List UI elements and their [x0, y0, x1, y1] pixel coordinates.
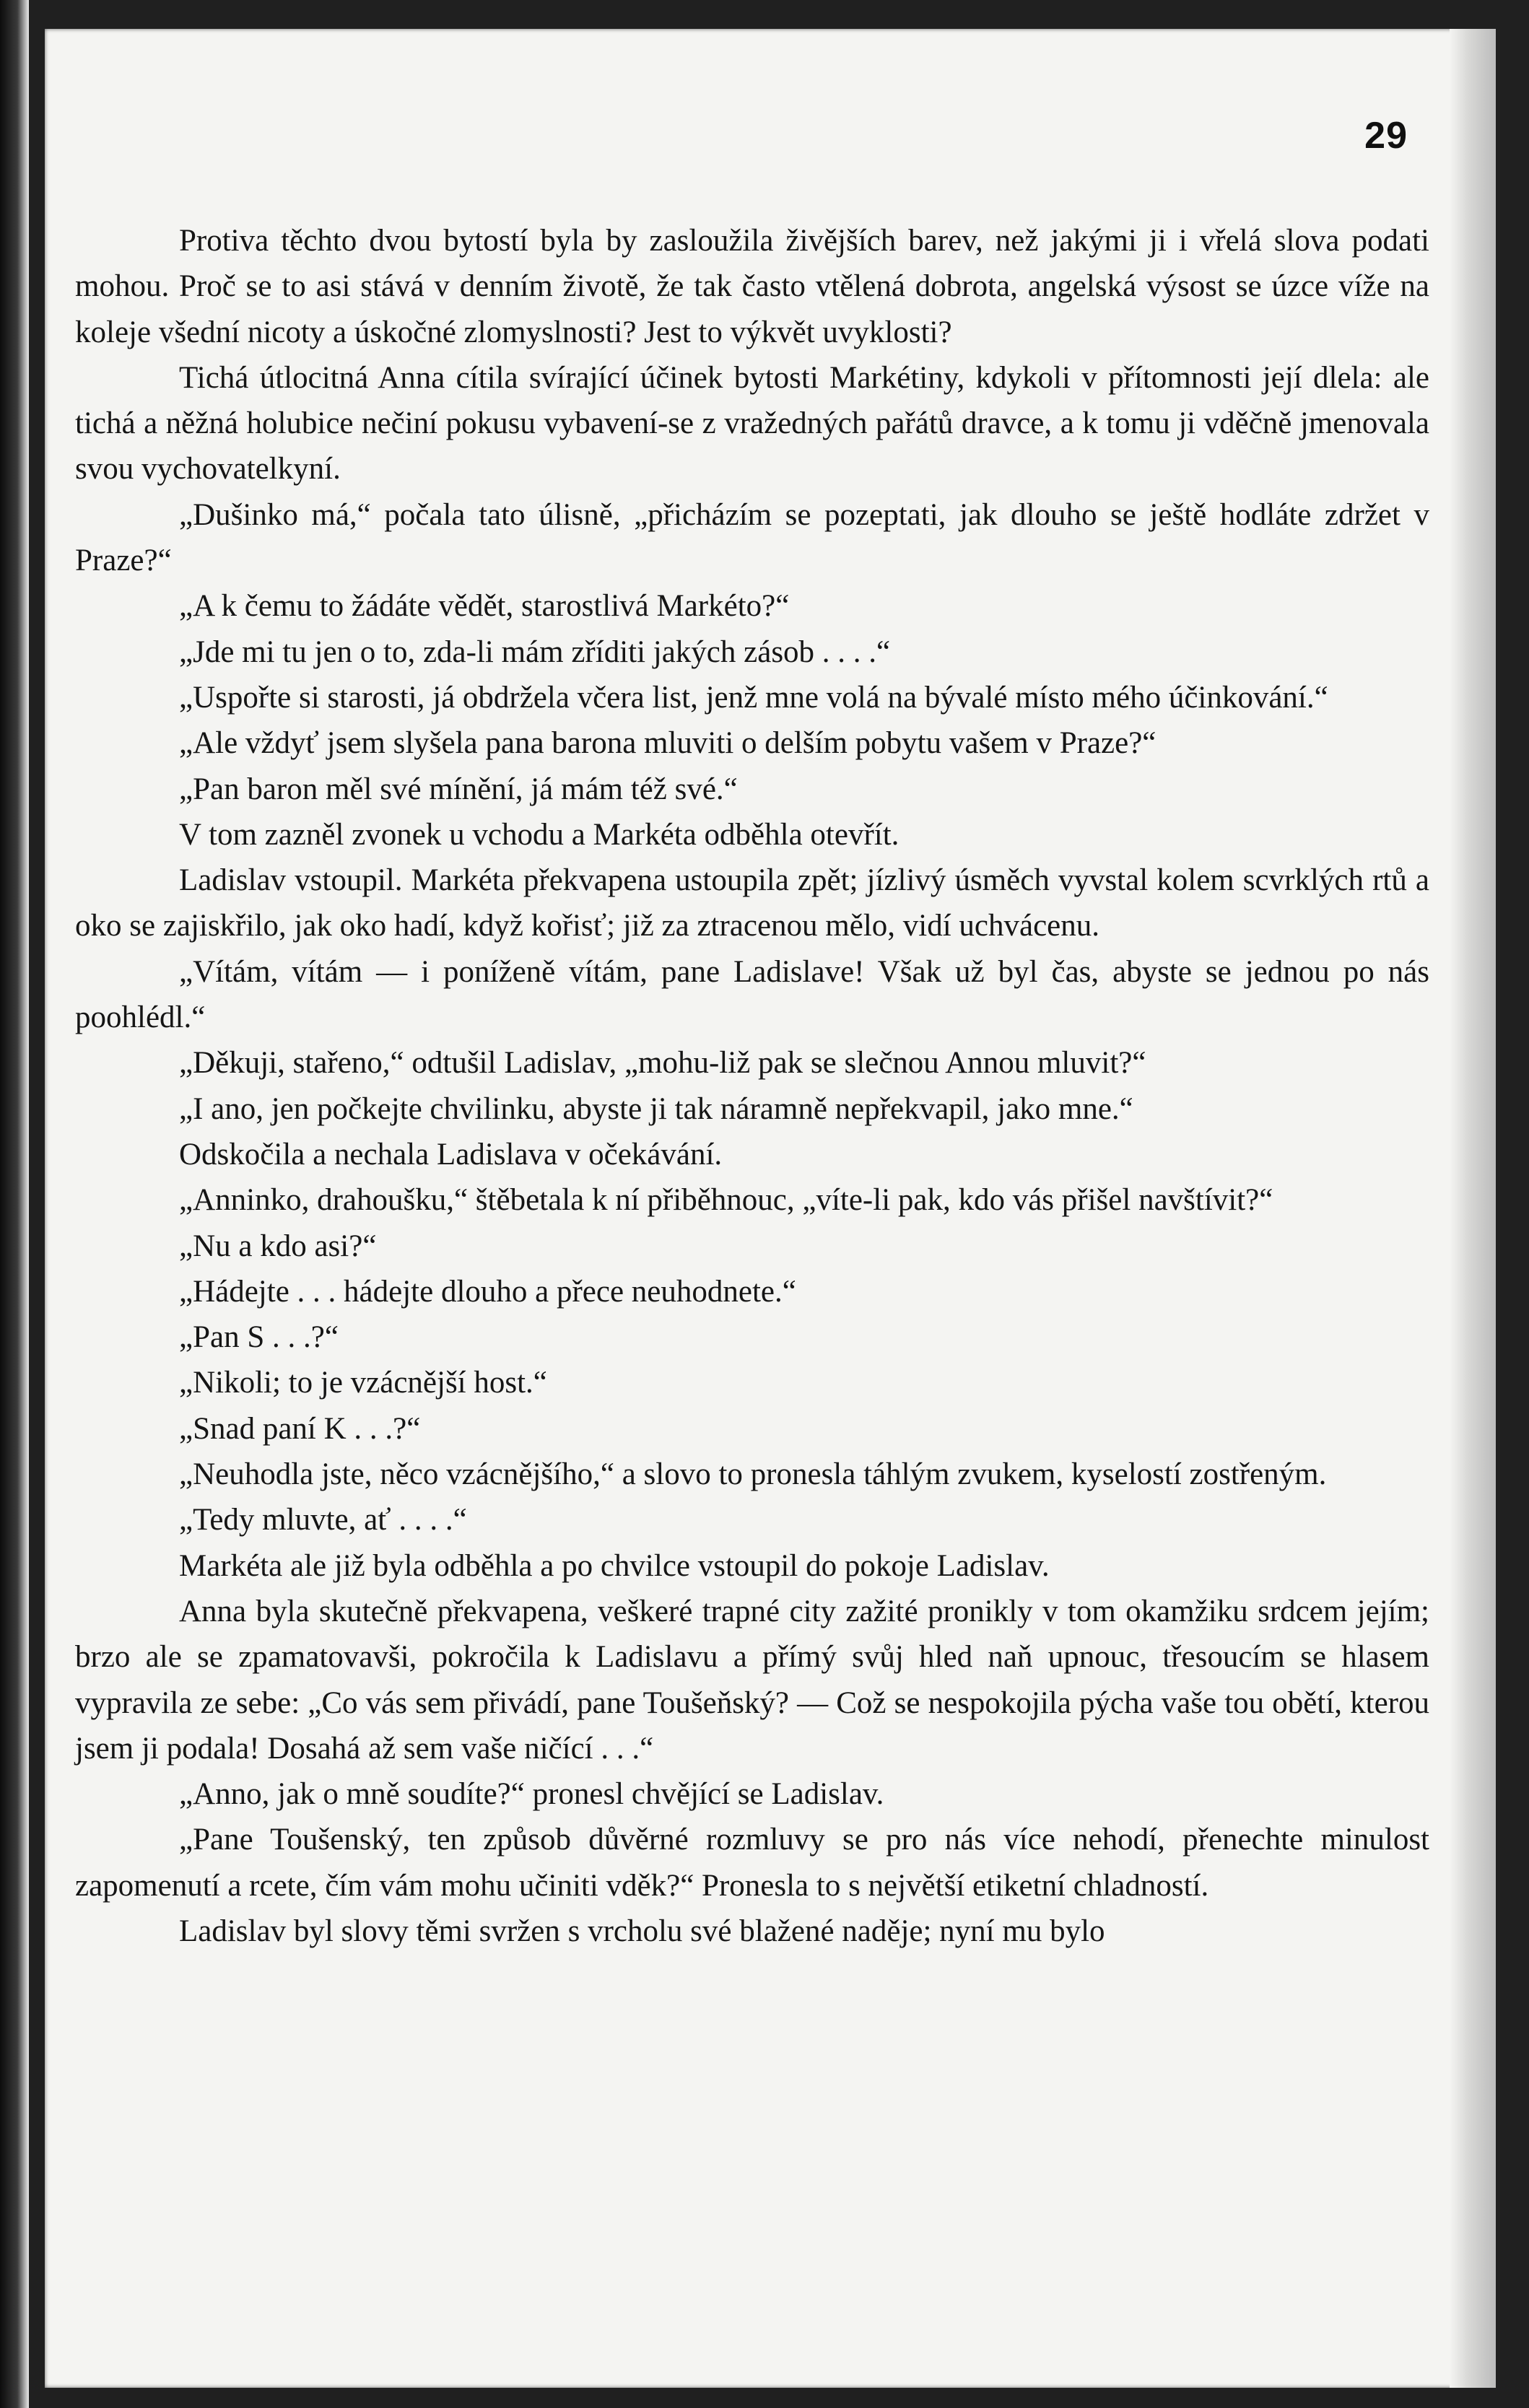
paragraph: „Anno, jak o mně soudíte?“ pronesl chvějící se Ladislav.	[179, 1777, 884, 1812]
paragraph: „Ale vždyť jsem slyšela pana barona mluviti o delším pobytu vašem v Praze?“	[179, 726, 1156, 761]
paragraph: V tom zazněl zvonek u vchodu a Markéta odběhla otevřít.	[179, 817, 899, 852]
paragraph: „Tedy mluvte, ať . . . .“	[179, 1503, 467, 1537]
book-page	[45, 29, 1496, 2388]
paragraph: Ladislav byl slovy těmi svržen s vrcholu své blažené naděje; nyní mu bylo	[179, 1914, 1105, 1948]
paragraph: „Pan S . . .?“	[179, 1320, 339, 1355]
paragraph: „A k čemu to žádáte vědět, starostlivá Markéto?“	[179, 589, 790, 624]
paragraph: „Pane Toušenský, ten způsob důvěrné rozmluvy se pro nás více nehodí, přenechte minulost zapomenutí a rcete, čím vám mohu učiniti vděk?“ Pronesla to s největší etiketní chladností.	[75, 1823, 1429, 1903]
page-number: 29	[1364, 115, 1408, 157]
book-spine-edge	[0, 0, 29, 2408]
paragraph: Markéta ale již byla odběhla a po chvilce vstoupil do pokoje Ladislav.	[179, 1548, 1050, 1583]
page-right-edge	[1450, 29, 1496, 2388]
paragraph: Odskočila a nechala Ladislava v očekávání.	[179, 1137, 723, 1172]
paragraph: „Vítám, vítám — i poníženě vítám, pane Ladislave! Však už byl čas, abyste se jednou po nás poohlédl.“	[75, 954, 1429, 1035]
paragraph: „Jde mi tu jen o to, zda-li mám zříditi jakých zásob . . . .“	[179, 634, 891, 669]
paragraph: „Neuhodla jste, něco vzácnějšího,“ a slovo to pronesla táhlým zvukem, kyselostí zostřeným.	[179, 1457, 1327, 1492]
paragraph: „Nu a kdo asi?“	[179, 1229, 377, 1263]
paragraph: Anna byla skutečně překvapena, veškeré trapné city zažité pronikly v tom okamžiku srdcem jejím; brzo ale se zpamatovavši, pokročila k Ladislavu a přímý svůj hled naň upnouc, třesoucím se hlasem vypravila ze sebe: „Co vás sem přivádí, pane Toušeňský? — Což se nespokojila pýcha vaše tou obětí, kterou jsem ji podala! Dosahá až sem vaše ničící . . .“	[75, 1594, 1429, 1766]
paragraph: „Nikoli; to je vzácnější host.“	[179, 1366, 547, 1400]
paragraph: Ladislav vstoupil. Markéta překvapena ustoupila zpět; jízlivý úsměch vyvstal kolem scvrklých rtů a oko se zajiskřilo, jak oko hadí, když kořisť; již za ztracenou mělo, vidí uchvácenu.	[75, 863, 1429, 943]
paragraph: „Snad paní K . . .?“	[179, 1411, 421, 1446]
paragraph: „I ano, jen počkejte chvilinku, abyste ji tak náramně nepřekvapil, jako mne.“	[179, 1091, 1133, 1126]
paragraph: „Anninko, drahoušku,“ štěbetala k ní přiběhnouc, „víte-li pak, kdo vás přišel navštívit?“	[179, 1183, 1273, 1218]
paragraph: „Uspořte si starosti, já obdržela včera list, jenž mne volá na bývalé místo mého účinkování.“	[179, 680, 1328, 715]
paragraph: „Hádejte . . . hádejte dlouho a přece neuhodnete.“	[179, 1274, 796, 1309]
paragraph: Tichá útlocitná Anna cítila svírající účinek bytosti Markétiny, kdykoli v přítomnosti její dlela: ale tichá a něžná holubice nečiní pokusu vybavení-se z vražedných pařátů dravce, a k tomu ji vděčně jmenovala svou vychovatelkyní.	[75, 360, 1429, 487]
paragraph: „Pan baron měl své mínění, já mám též své.“	[179, 772, 738, 806]
paragraph: Protiva těchto dvou bytostí byla by zasloužila živějších barev, než jakými ji i vřelá slova podati mohou. Proč se to asi stává v denním životě, že tak často vtělená dobrota, angelská výsost se úzce víže na koleje všední nicoty a úskočné zlomyslnosti? Jest to výkvět uvyklosti?	[75, 224, 1429, 349]
paragraph: „Dušinko má,“ počala tato úlisně, „přicházím se pozeptati, jak dlouho se ještě hodláte zdržet v Praze?“	[75, 497, 1429, 578]
body-text	[75, 218, 1429, 1954]
paragraph: „Děkuji, stařeno,“ odtušil Ladislav, „mohu-liž pak se slečnou Annou mluvit?“	[179, 1046, 1146, 1081]
